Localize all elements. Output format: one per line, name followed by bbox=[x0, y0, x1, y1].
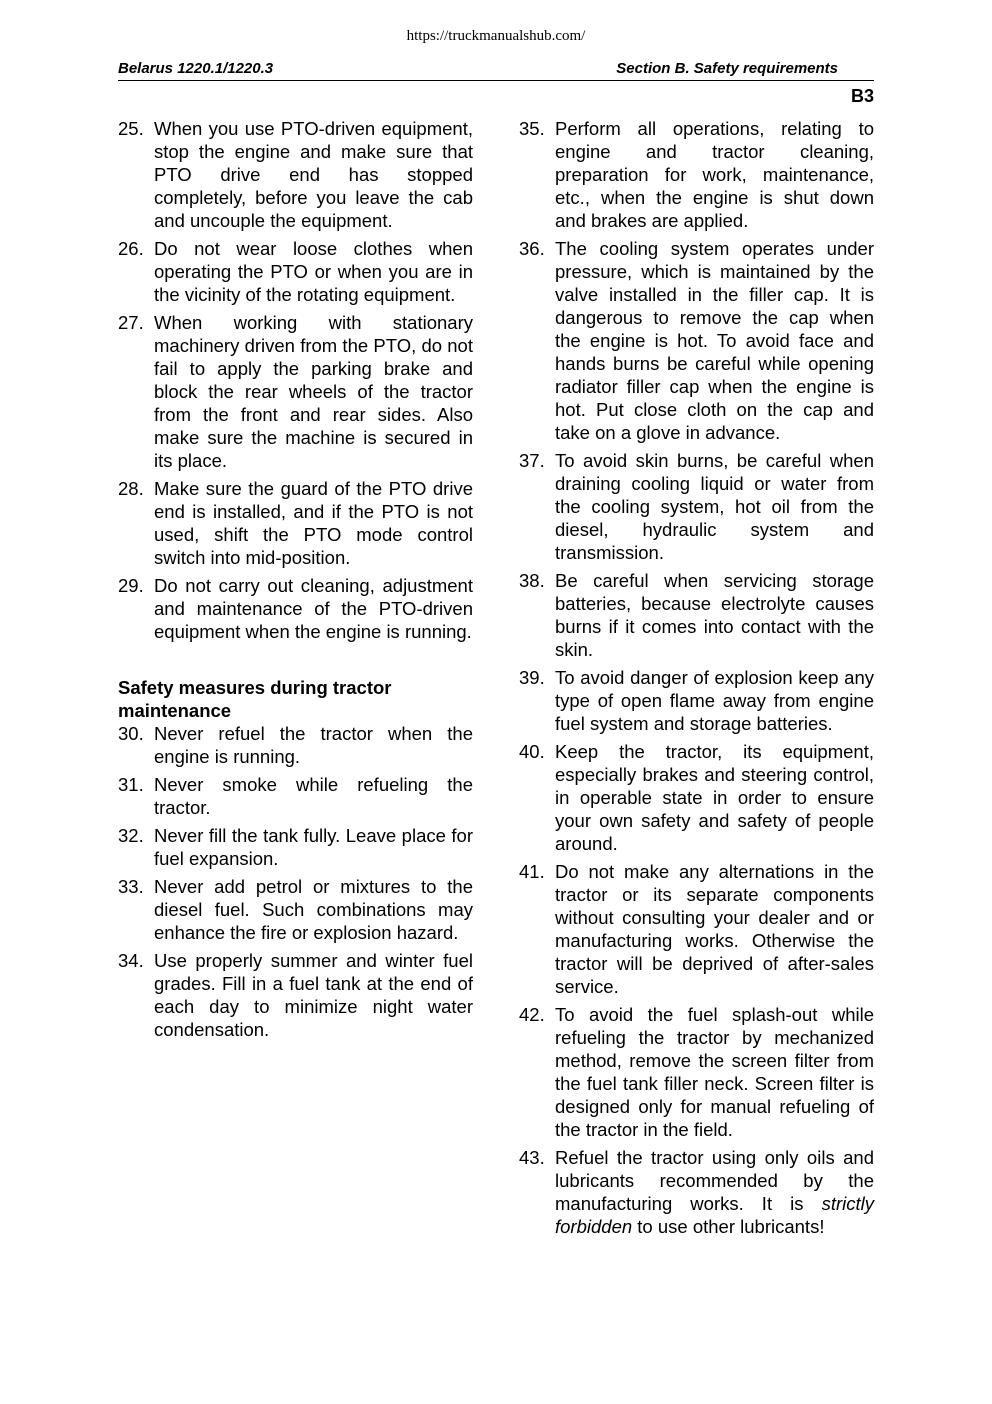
right-column bbox=[519, 117, 874, 1243]
list-item: 39. To avoid danger of explosion keep any type of open flame away from engine fuel system and storage batteries. bbox=[519, 667, 874, 734]
list-item: 37. To avoid skin burns, be careful when draining cooling liquid or water from the cooling system, hot oil from the diesel, hydraulic system and transmission. bbox=[519, 450, 874, 563]
list-item: 35. Perform all operations, relating to engine and tractor cleaning, preparation for work, maintenance, etc., when the engine is shut down and brakes are applied. bbox=[519, 118, 874, 231]
list-item: 25. When you use PTO-driven equipment, stop the engine and make sure that PTO drive end has stopped completely, before you leave the cab and uncouple the equipment. bbox=[118, 118, 473, 231]
subheading: Safety measures during tractor maintenance bbox=[118, 677, 392, 721]
list-item: 27. When working with stationary machinery driven from the PTO, do not fail to apply the parking brake and block the rear wheels of the tractor from the front and rear sides. Also make sure the machine is secured in its place. bbox=[118, 312, 473, 471]
list-item: 42. To avoid the fuel splash-out while refueling the tractor by mechanized method, remove the screen filter from the fuel tank filler neck. Screen filter is designed only for manual refueling of the tractor in the field. bbox=[519, 1004, 874, 1140]
list-item: 26. Do not wear loose clothes when operating the PTO or when you are in the vicinity of the rotating equipment. bbox=[118, 238, 473, 305]
section-id: B3 bbox=[850, 86, 874, 106]
list-item: 36. The cooling system operates under pressure, which is maintained by the valve installed in the filler cap. It is dangerous to remove the cap when the engine is hot. To avoid face and hands burns be careful while opening radiator filler cap when the engine is hot. Put close cloth on the cap and take on a glove in advance. bbox=[519, 238, 874, 443]
source-url: https://truckmanualshub.com/ bbox=[406, 28, 586, 44]
list-item: 32. Never fill the tank fully. Leave place for fuel expansion. bbox=[118, 825, 473, 869]
manual-title: Belarus 1220.1/1220.3 bbox=[118, 60, 274, 77]
left-column bbox=[118, 117, 473, 1046]
list-item: 31. Never smoke while refueling the tractor. bbox=[118, 774, 473, 818]
running-header bbox=[118, 60, 874, 81]
section-title: Section B. Safety requirements bbox=[616, 60, 838, 77]
list-item: 41. Do not make any alternations in the tractor or its separate components without consulting your dealer and or manufacturing works. Otherwise the tractor will be deprived of after-sales service. bbox=[519, 861, 874, 997]
emphasis-text: strictly forbidden bbox=[555, 1193, 874, 1237]
list-item: 38. Be careful when servicing storage batteries, because electrolyte causes burns if it comes into contact with the skin. bbox=[519, 570, 874, 660]
list-item: 40. Keep the tractor, its equipment, especially brakes and steering control, in operable state in order to ensure your own safety and safety of people around. bbox=[519, 741, 874, 854]
list-item: 29. Do not carry out cleaning, adjustment and maintenance of the PTO-driven equipment when the engine is running. bbox=[118, 575, 473, 642]
list-item: 33. Never add petrol or mixtures to the diesel fuel. Such combinations may enhance the fire or explosion hazard. bbox=[118, 876, 473, 943]
list-item: 43. Refuel the tractor using only oils and lubricants recommended by the manufacturing works. It is strictly forbidden to use other lubricants! bbox=[519, 1147, 874, 1237]
list-item: 34. Use properly summer and winter fuel grades. Fill in a fuel tank at the end of each day to minimize night water condensation. bbox=[118, 950, 473, 1040]
list-item: 28. Make sure the guard of the PTO drive end is installed, and if the PTO is not used, shift the PTO mode control switch into mid-position. bbox=[118, 478, 473, 568]
list-item: 30. Never refuel the tractor when the engine is running. bbox=[118, 723, 473, 767]
